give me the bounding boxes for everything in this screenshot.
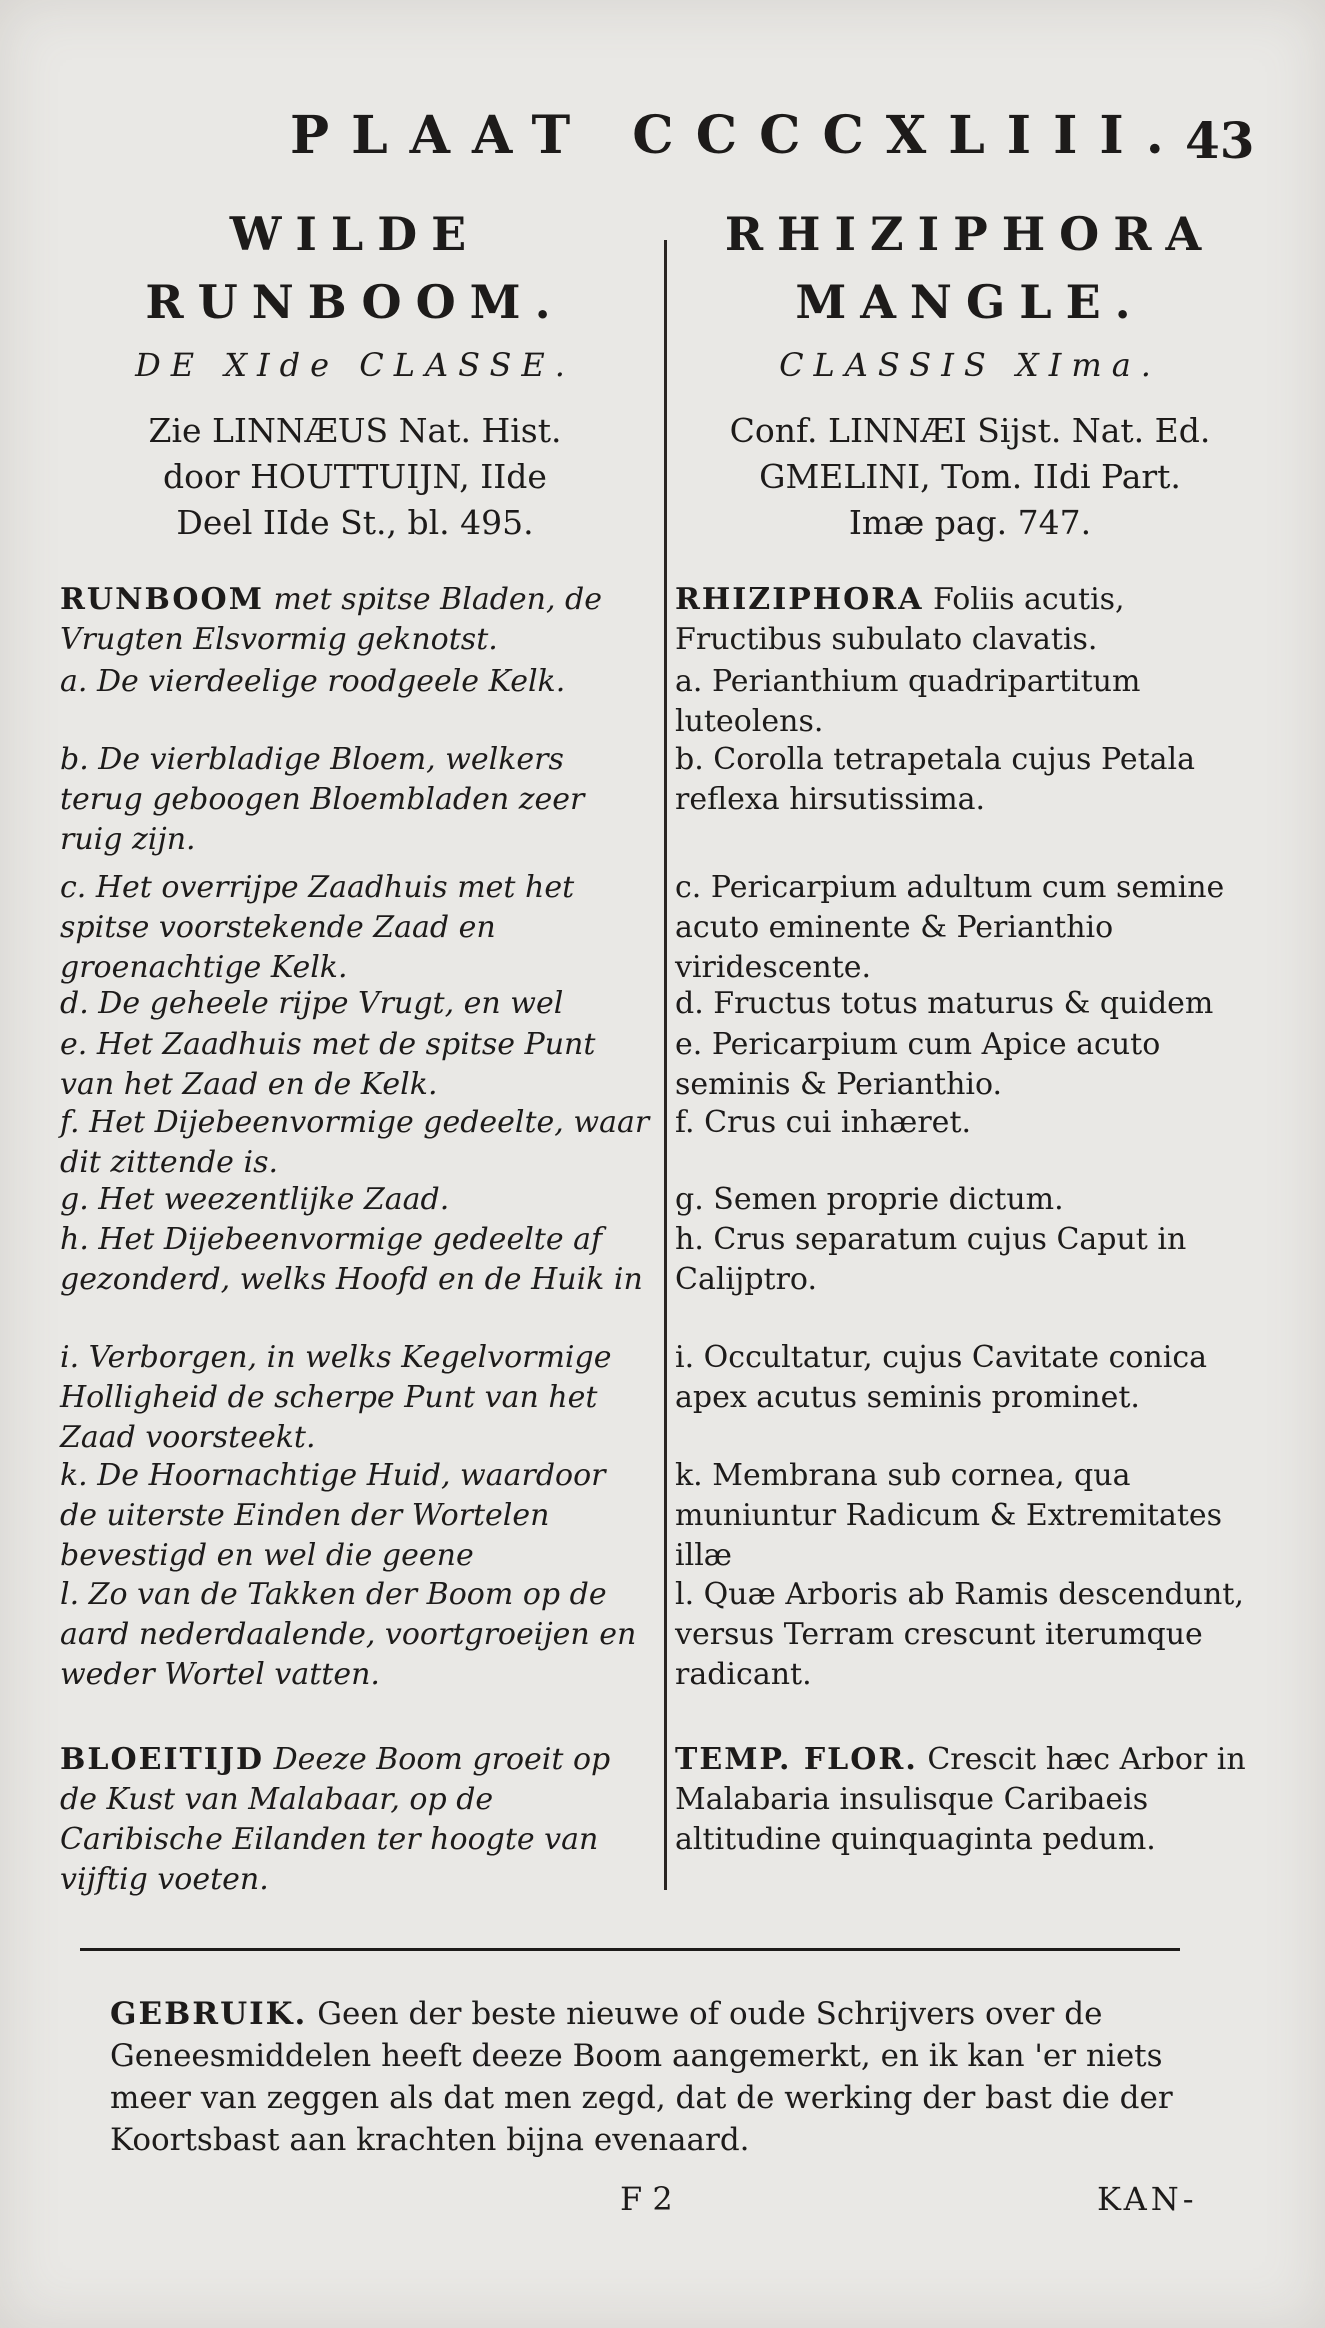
latin-item: a. Perianthium quadripartitum luteolens. [675, 664, 1141, 739]
dutch-item: e. Het Zaadhuis met de spitse Punt van het Zaad en de Kelk. [60, 1027, 596, 1102]
latin-flowering-text: Crescit hæc Arbor in Malabaria insulisque Caribaeis altitudine quinquaginta pedum. [675, 1742, 1246, 1857]
latin-item: i. Occultatur, cujus Cavitate conica apex acutus seminis prominet. [675, 1340, 1208, 1415]
latin-reference [665, 408, 1275, 558]
dutch-flowering-head: BLOEITIJD [60, 1742, 265, 1777]
dutch-reference [60, 408, 650, 558]
latin-item: e. Pericarpium cum Apice acuto seminis & Perianthio. [675, 1027, 1161, 1102]
latin-flowering [675, 1740, 1275, 1860]
latin-reference-line: Conf. LINNÆI Sijst. Nat. Ed. [729, 411, 1211, 450]
usage-paragraph [110, 1993, 1220, 2161]
latin-item: d. Fructus totus maturus & quidem [675, 986, 1214, 1021]
dutch-item: i. Verborgen, in welks Kegelvormige Holligheid de scherpe Punt van het Zaad voorsteekt. [60, 1340, 612, 1455]
signature-mark: F 2 [620, 2180, 673, 2218]
latin-item: l. Quæ Arboris ab Ramis descendunt, versus Terram crescunt iterumque radicant. [675, 1577, 1244, 1692]
section-rule [80, 1948, 1180, 1951]
page-number: 43 [1185, 111, 1255, 170]
dutch-column [60, 200, 650, 1897]
dutch-item: a. De vierdeelige roodgeele Kelk. [60, 664, 566, 699]
latin-item: h. Crus separatum cujus Caput in Calijptro. [675, 1222, 1187, 1297]
dutch-intro-text: met spitse Bladen, de Vrugten Elsvormig geknotst. [60, 582, 603, 657]
latin-reference-line: GMELINI, Tom. IIdi Part. [759, 457, 1181, 496]
dutch-title-line-2: RUNBOOM. [145, 275, 565, 329]
latin-title-line-1: RHIZIPHORA [724, 207, 1216, 261]
latin-item: f. Crus cui inhæret. [675, 1105, 972, 1140]
latin-column [665, 200, 1275, 1857]
latin-intro-head: RHIZIPHORA [675, 582, 924, 617]
dutch-intro-head: RUNBOOM [60, 582, 264, 617]
dutch-flowering [60, 1740, 650, 1900]
dutch-title-line-1: WILDE [229, 207, 481, 261]
dutch-reference-line: door HOUTTUIJN, IIde [163, 457, 547, 496]
dutch-item: b. De vierbladige Bloem, welkers terug geboogen Bloembladen zeer ruig zijn. [60, 742, 585, 857]
latin-title-line-2: MANGLE. [795, 275, 1145, 329]
dutch-flowering-text: Deeze Boom groeit op de Kust van Malabaar, op de Caribische Eilanden ter hoogte van vijftig voeten. [60, 1742, 611, 1897]
dutch-item: k. De Hoornachtige Huid, waardoor de uiterste Einden der Wortelen bevestigd en wel die geene [60, 1458, 606, 1573]
plate-title: PLAAT CCCCXLIII. [290, 105, 1186, 166]
catchword: KAN- [1097, 2180, 1198, 2218]
dutch-item: g. Het weezentlijke Zaad. [60, 1182, 450, 1217]
dutch-item: d. De geheele rijpe Vrugt, en wel [60, 986, 564, 1021]
usage-head: GEBRUIK. [110, 1996, 308, 2032]
latin-item: k. Membrana sub cornea, qua muniuntur Radicum & Extremitates illæ [675, 1458, 1223, 1573]
latin-item: c. Pericarpium adultum cum semine acuto eminente & Perianthio viridescente. [675, 870, 1225, 985]
dutch-reference-line: Deel IIde St., bl. 495. [176, 503, 534, 542]
dutch-reference-line: Zie LINNÆUS Nat. Hist. [148, 411, 562, 450]
latin-classis: CLASSIS XIma. [779, 346, 1161, 384]
latin-intro [675, 580, 1275, 660]
page-header [0, 105, 1325, 175]
dutch-item: f. Het Dijebeenvormige gedeelte, waar dit zittende is. [60, 1105, 650, 1180]
dutch-intro [60, 580, 650, 660]
latin-item: b. Corolla tetrapetala cujus Petala reflexa hirsutissima. [675, 742, 1196, 817]
dutch-item: c. Het overrijpe Zaadhuis met het spitse voorstekende Zaad en groenachtige Kelk. [60, 870, 575, 985]
latin-reference-line: Imæ pag. 747. [848, 503, 1092, 542]
dutch-classis: DE XIde CLASSE. [135, 346, 575, 384]
usage-text: Geen der beste nieuwe of oude Schrijvers over de Geneesmiddelen heeft deeze Boom aangemerkt, en ik kan 'er niets meer van zeggen als dat men zegd, dat de werking der bast die der Koortsbast aan krachten bijna evenaard. [110, 1996, 1173, 2158]
latin-flowering-head: TEMP. FLOR. [675, 1742, 918, 1777]
dutch-item: l. Zo van de Takken der Boom op de aard nederdaalende, voortgroeijen en weder Wortel vatten. [60, 1577, 637, 1692]
latin-intro-text: Foliis acutis, Fructibus subulato clavatis. [675, 582, 1125, 657]
latin-item: g. Semen proprie dictum. [675, 1182, 1064, 1217]
dutch-item: h. Het Dijebeenvormige gedeelte af gezonderd, welks Hoofd en de Huik in [60, 1222, 643, 1297]
